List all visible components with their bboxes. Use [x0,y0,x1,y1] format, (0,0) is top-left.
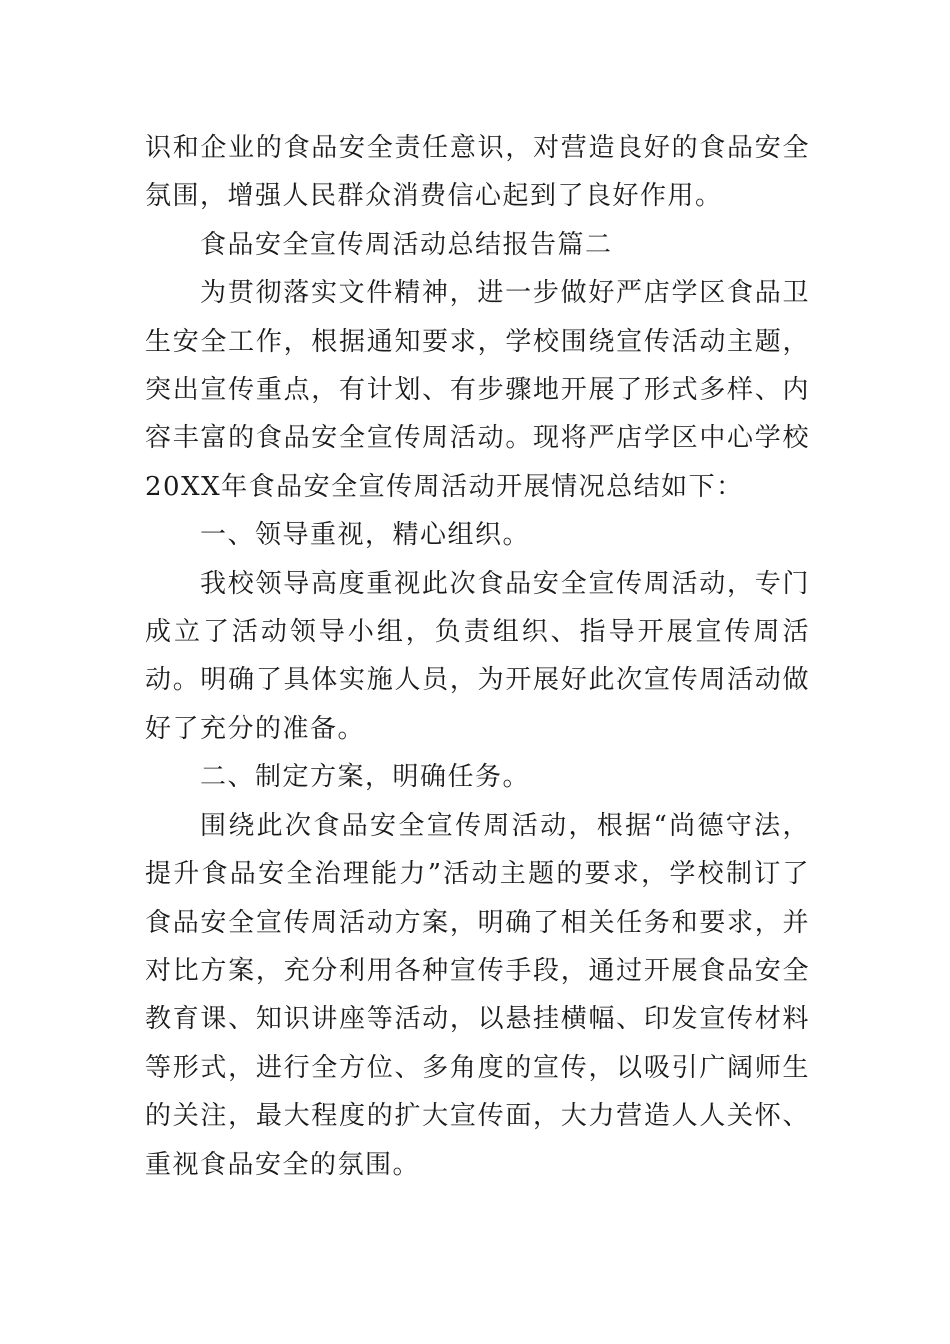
section-heading: 一、领导重视，精心组织。 [200,520,531,551]
body-paragraph: 识和企业的食品安全责任意识，对营造良好的食品安全氛围，增强人民群众消费信心起到了良好作用。 [145,133,810,212]
section-heading: 二、制定方案，明确任务。 [200,762,531,793]
section-title: 食品安全宣传周活动总结报告篇二 [200,229,613,260]
document-body [145,124,810,1189]
body-paragraph: 我校领导高度重视此次食品安全宣传周活动，专门成立了活动领导小组，负责组织、指导开展宣传周活动。明确了具体实施人员，为开展好此次宣传周活动做好了充分的准备。 [145,568,810,744]
body-paragraph: 为贯彻落实文件精神，进一步做好严店学区食品卫生安全工作，根据通知要求，学校围绕宣传活动主题，突出宣传重点，有计划、有步骤地开展了形式多样、内容丰富的食品安全宣传周活动。现将严店学区中心学校20XX年食品安全宣传周活动开展情况总结如下： [145,278,810,502]
body-paragraph: 围绕此次食品安全宣传周活动，根据“尚德守法，提升食品安全治理能力”活动主题的要求，学校制订了食品安全宣传周活动方案，明确了相关任务和要求，并对比方案，充分利用各种宣传手段，通过开展食品安全教育课、知识讲座等活动，以悬挂横幅、印发宣传材料等形式，进行全方位、多角度的宣传，以吸引广阔师生的关注，最大程度的扩大宣传面，大力营造人人关怀、重视食品安全的氛围。 [145,810,810,1180]
